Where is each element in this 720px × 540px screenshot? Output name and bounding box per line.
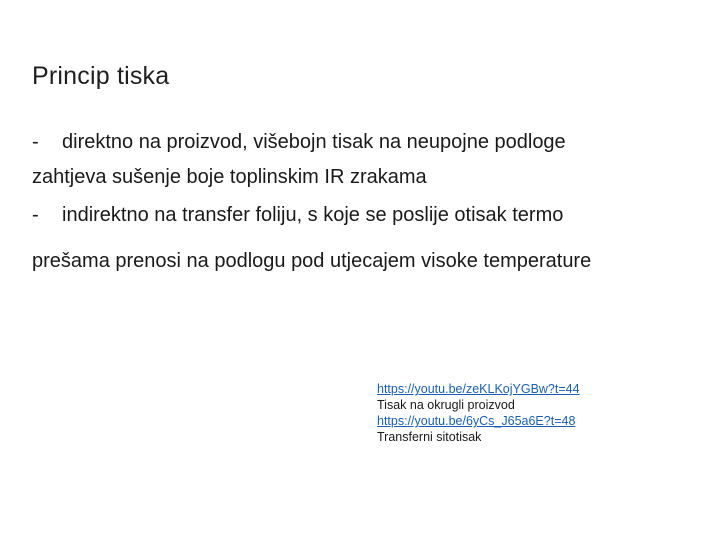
video-links [377, 381, 580, 445]
bullet-marker: - [32, 204, 39, 226]
bullet-2-text: indirektno na transfer foliju, s koje se poslije otisak termo [62, 204, 564, 226]
bullet-2-line-1 [32, 204, 563, 227]
video-link-2[interactable]: https://youtu.be/6yCs_J65a6E?t=48 [377, 414, 576, 428]
video-link-1[interactable]: https://youtu.be/zeKLKojYGBw?t=44 [377, 382, 580, 396]
bullet-2-line-2: prešama prenosi na podlogu pod utjecajem visoke temperature [32, 250, 592, 272]
video-link-2-caption: Transferni sitotisak [377, 430, 482, 444]
bullet-1-line-2: zahtjeva sušenje boje toplinskim IR zrakama [32, 166, 427, 188]
video-link-1-caption: Tisak na okrugli proizvod [377, 398, 515, 412]
bullet-1-text: direktno na proizvod, višebojn tisak na neupojne podloge [62, 131, 566, 153]
slide-title: Princip tiska [32, 62, 170, 90]
bullet-marker: - [32, 131, 39, 153]
bullet-1-line-1 [32, 131, 566, 154]
